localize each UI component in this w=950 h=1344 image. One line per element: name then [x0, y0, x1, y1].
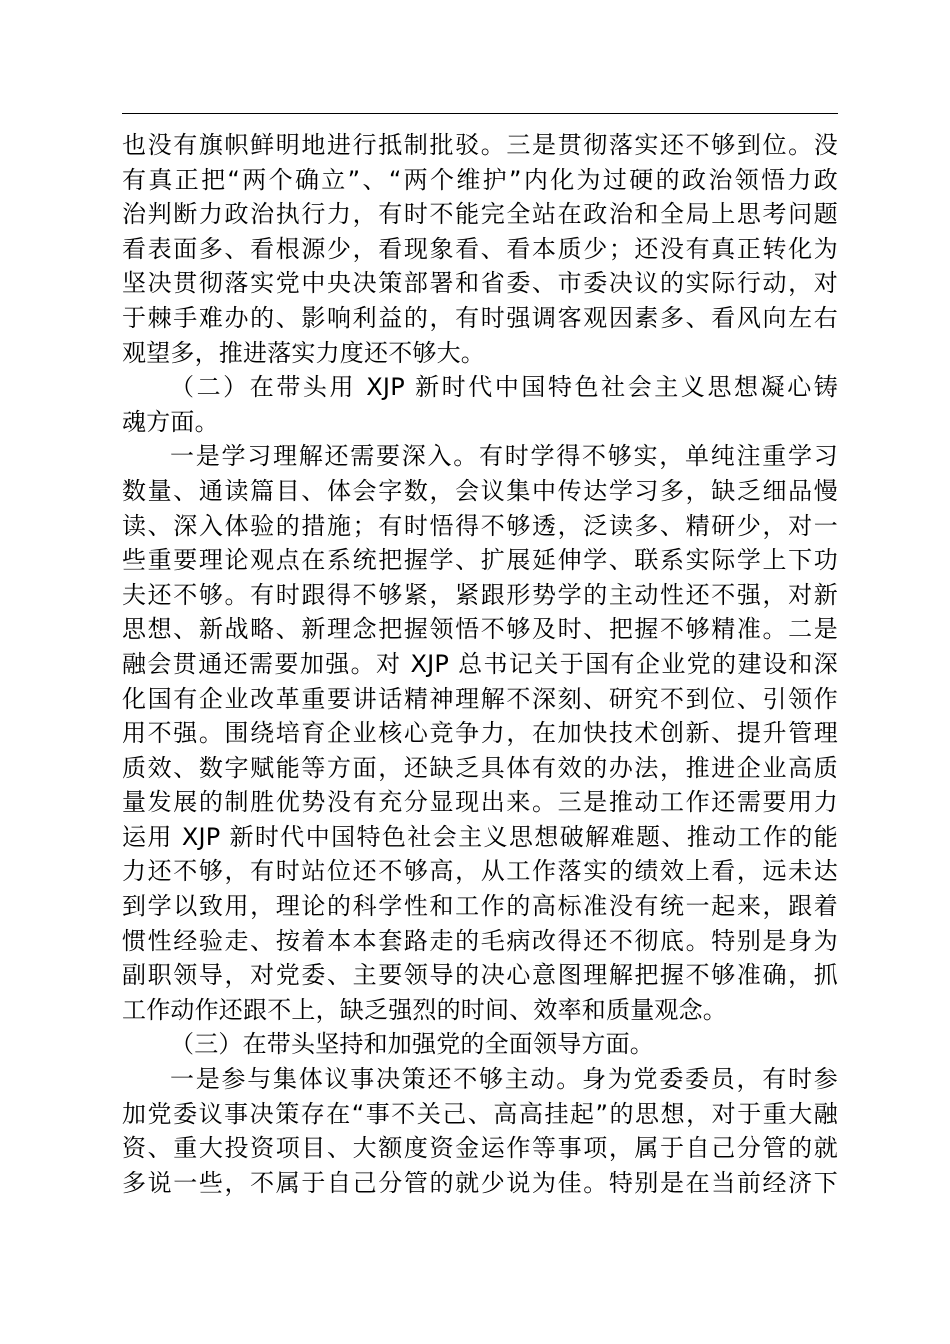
heading-line: 魂方面。 [122, 407, 219, 436]
text-line: 融会贯通还需要加强。对 XJP 总书记关于国有企业党的建设和深 [122, 649, 838, 678]
text-line: 到学以致用，理论的科学性和工作的高标准没有统一起来，跟着 [122, 892, 838, 921]
text-line: 夫还不够。有时跟得不够紧，紧跟形势学的主动性还不强，对新 [122, 580, 838, 609]
text-line: 一是学习理解还需要深入。有时学得不够实，单纯注重学习 [170, 442, 838, 471]
text-line: 加党委议事决策存在“事不关己、高高挂起”的思想，对于重大融 [122, 1099, 838, 1128]
text-line: 量发展的制胜优势没有充分显现出来。三是推动工作还需要用力 [122, 788, 838, 817]
text-line: 数量、通读篇目、体会字数，会议集中传达学习多，缺乏细品慢 [122, 476, 838, 505]
text-line: 化国有企业改革重要讲话精神理解不深刻、研究不到位、引领作 [122, 684, 838, 713]
paragraph-1 [122, 128, 838, 370]
section-heading-2 [122, 370, 838, 439]
text-line: 一是参与集体议事决策还不够主动。身为党委委员，有时参 [170, 1065, 838, 1094]
text-line: 惯性经验走、按着本本套路走的毛病改得还不彻底。特别是身为 [122, 926, 838, 955]
text-line: 用不强。围绕培育企业核心竞争力，在加快技术创新、提升管理 [122, 719, 838, 748]
header-rule [122, 113, 838, 114]
paragraph-5 [122, 1062, 838, 1200]
text-line: 有真正把“两个确立”、“两个维护”内化为过硬的政治领悟力政 [122, 165, 838, 194]
text-line: 看表面多、看根源少，看现象看、看本质少；还没有真正转化为 [122, 234, 838, 263]
text-line: 些重要理论观点在系统把握学、扩展延伸学、联系实际学上下功 [122, 546, 838, 575]
heading-line: （三）在带头坚持和加强党的全面领导方面。 [170, 1030, 654, 1059]
text-line: 思想、新战略、新理念把握领悟不够及时、把握不够精准。二是 [122, 615, 838, 644]
text-line: 运用 XJP 新时代中国特色社会主义思想破解难题、推动工作的能 [122, 822, 838, 851]
paragraph-3 [122, 439, 838, 1027]
text-line: 坚决贯彻落实党中央决策部署和省委、市委决议的实际行动，对 [122, 269, 838, 298]
text-line: 资、重大投资项目、大额度资金运作等事项，属于自己分管的就 [122, 1134, 838, 1163]
document-body [122, 128, 838, 1200]
text-line: 力还不够，有时站位还不够高，从工作落实的绩效上看，远未达 [122, 857, 838, 886]
text-line: 读、深入体验的措施；有时悟得不够透，泛读多、精研少，对一 [122, 511, 838, 540]
text-line: 质效、数字赋能等方面，还缺乏具体有效的办法，推进企业高质 [122, 753, 838, 782]
text-line: 副职领导，对党委、主要领导的决心意图理解把握不够准确，抓 [122, 961, 838, 990]
text-line: 于棘手难办的、影响利益的，有时强调客观因素多、看风向左右 [122, 303, 838, 332]
text-line: 观望多，推进落实力度还不够大。 [122, 338, 485, 367]
heading-line: （二）在带头用 XJP 新时代中国特色社会主义思想凝心铸 [170, 373, 838, 402]
text-line: 多说一些，不属于自己分管的就少说为佳。特别是在当前经济下 [122, 1168, 838, 1197]
section-heading-3 [122, 1027, 838, 1062]
text-line: 也没有旗帜鲜明地进行抵制批驳。三是贯彻落实还不够到位。没 [122, 131, 838, 159]
text-line: 工作动作还跟不上，缺乏强烈的时间、效率和质量观念。 [122, 995, 727, 1024]
text-line: 治判断力政治执行力，有时不能完全站在政治和全局上思考问题 [122, 200, 838, 229]
